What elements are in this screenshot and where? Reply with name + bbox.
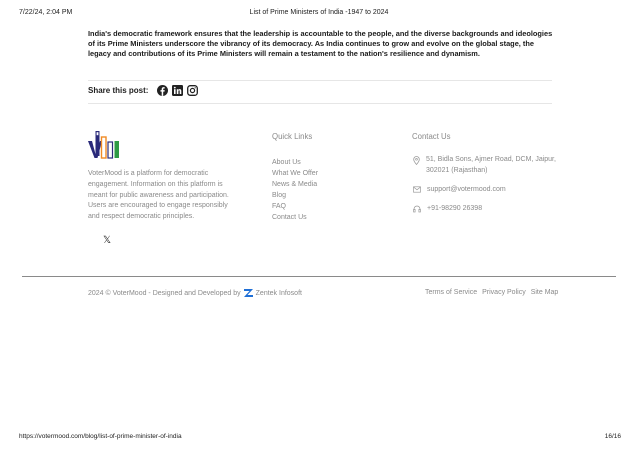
print-datetime: 7/22/24, 2:04 PM	[19, 9, 73, 16]
footer-link-news-media[interactable]: News & Media	[272, 181, 318, 189]
zentek-logo-icon	[244, 289, 253, 297]
print-url: https://votermood.com/blog/list-of-prime-minister-of-india	[19, 433, 182, 440]
facebook-icon[interactable]	[157, 85, 168, 96]
footer-link-about-us[interactable]: About Us	[272, 159, 301, 166]
share-label: Share this post:	[88, 86, 149, 95]
developer-link[interactable]: Zentek Infosoft	[255, 289, 302, 297]
privacy-link[interactable]: Privacy Policy	[482, 289, 526, 296]
contact-title: Contact Us	[412, 132, 451, 141]
terms-link[interactable]: Terms of Service	[425, 289, 478, 296]
footer-divider	[22, 276, 616, 277]
envelope-icon	[413, 186, 421, 193]
sitemap-link[interactable]: Site Map	[530, 289, 559, 296]
print-page-number: 16/16	[604, 433, 621, 440]
divider	[88, 80, 552, 81]
contact-address-text: 51, Bidla Sons, Ajmer Road, DCM, Jaipur, 302021 (Rajasthan)	[426, 156, 556, 174]
footer-link-blog[interactable]: Blog	[272, 192, 287, 200]
headset-icon	[413, 205, 421, 213]
divider	[88, 103, 552, 104]
contact-phone[interactable]	[413, 204, 482, 215]
quick-links-title: Quick Links	[272, 132, 313, 141]
print-doc-title: List of Prime Ministers of India -1947 to 2024	[249, 9, 389, 16]
contact-phone-text[interactable]: +91-98290 26398	[427, 205, 483, 212]
contact-address	[413, 155, 573, 177]
quick-links-list	[272, 157, 318, 224]
about-text: VoterMood is a platform for democratic engagement. Information on this platform is meant for public awareness and participation. Users are encouraged to engage responsibly and respect democratic principles.	[88, 170, 229, 221]
copyright-text: 2024 © VoterMood - Designed and Developed by	[88, 289, 241, 297]
footer-link-contact-us[interactable]: Contact Us	[272, 214, 307, 222]
copyright	[88, 289, 302, 297]
share-bar	[88, 85, 198, 96]
x-icon[interactable]: 𝕏	[103, 235, 112, 246]
instagram-icon[interactable]	[187, 85, 198, 96]
linkedin-icon[interactable]	[172, 85, 183, 96]
contact-email-text[interactable]: support@votermood.com	[427, 186, 506, 193]
contact-email[interactable]	[413, 185, 506, 196]
footer-link-faq[interactable]: FAQ	[272, 203, 287, 211]
location-pin-icon	[413, 156, 420, 165]
footer-link-what-we-offer[interactable]: What We Offer	[272, 170, 319, 178]
votermood-logo[interactable]	[88, 129, 122, 159]
legal-links	[425, 289, 558, 296]
article-closing-paragraph: India's democratic framework ensures that the leadership is accountable to the people, and the diverse backgrounds and ideologies of its Prime Ministers underscore the vibrancy of its democracy. As India continues to grow and evolve on the global stage, the legacy and contributions of its Prime Ministers will remain a testament to the nation's resilience and dynamism.	[88, 29, 553, 58]
